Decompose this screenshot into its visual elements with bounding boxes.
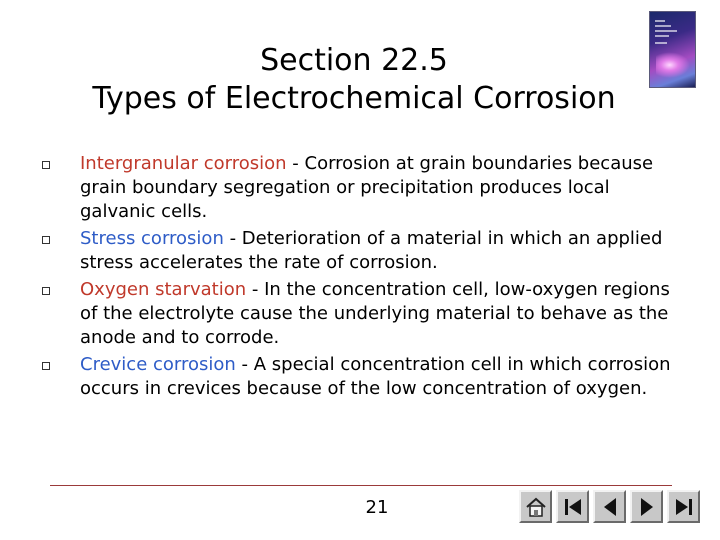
last-icon [673, 496, 695, 518]
title-line-1: Section 22.5 [260, 43, 448, 78]
previous-slide-button[interactable] [593, 490, 626, 523]
bullet-marker-icon [42, 287, 50, 295]
next-slide-button[interactable] [630, 490, 663, 523]
bullet-term: Stress corrosion [80, 228, 224, 249]
next-icon [636, 496, 658, 518]
prev-icon [599, 496, 621, 518]
bullet-marker-icon [42, 236, 50, 244]
footer-divider [50, 485, 672, 486]
bullet-item [42, 278, 672, 350]
bullet-term: Oxygen starvation [80, 279, 247, 300]
title-line-2: Types of Electrochemical Corrosion [92, 81, 616, 116]
bullet-item [42, 227, 672, 275]
home-icon [525, 496, 547, 518]
bullet-term: Intergranular corrosion [80, 153, 287, 174]
home-button[interactable] [519, 490, 552, 523]
first-slide-button[interactable] [556, 490, 589, 523]
bullet-item [42, 353, 672, 401]
bullet-marker-icon [42, 362, 50, 370]
book-cover-image [650, 12, 695, 87]
page-number: 21 [365, 497, 389, 518]
slide-title [40, 42, 668, 118]
bullet-term: Crevice corrosion [80, 354, 236, 375]
bullet-list [42, 152, 672, 404]
bullet-text: - A special concentration cell in which corrosion occurs in crevices because of the low concentration of oxygen. [80, 354, 671, 399]
bullet-text: - In the concentration cell, low-oxygen regions of the electrolyte cause the underlying material to behave as the anode and to corrode. [80, 279, 670, 348]
bullet-item [42, 152, 672, 224]
first-icon [562, 496, 584, 518]
bullet-text: - Deterioration of a material in which an applied stress accelerates the rate of corrosion. [80, 228, 663, 273]
slide-navigation [519, 490, 700, 526]
bullet-marker-icon [42, 161, 50, 169]
bullet-text: - Corrosion at grain boundaries because grain boundary segregation or precipitation produces local galvanic cells. [80, 153, 654, 222]
last-slide-button[interactable] [667, 490, 700, 523]
